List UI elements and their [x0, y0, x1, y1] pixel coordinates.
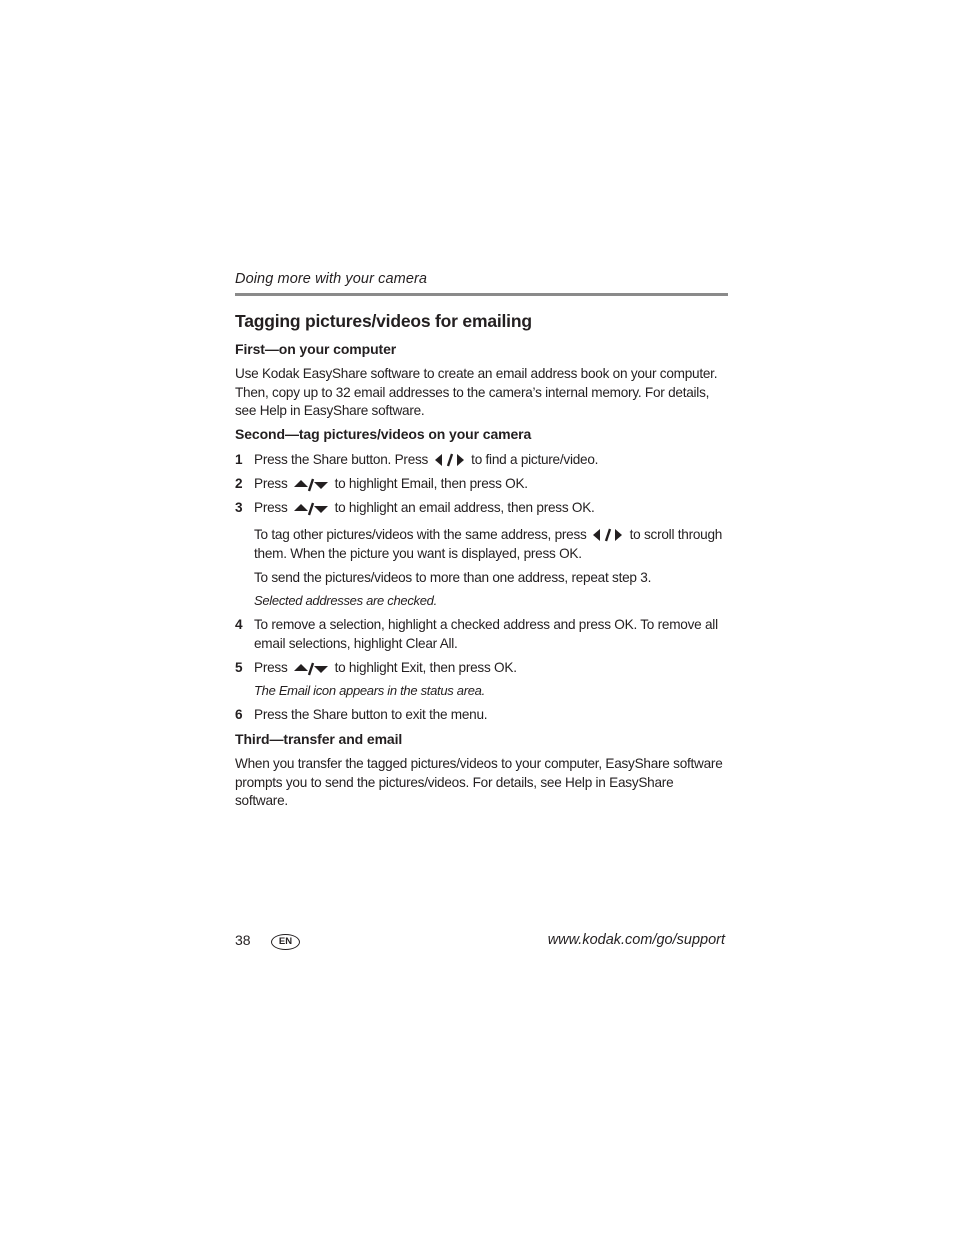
first-body: Use Kodak EasyShare software to create an email address book on your computer. Then, copy up to 32 email addresses to the camera’s internal memory. For details, see Help in EasyShare software.	[235, 366, 718, 419]
second-heading: Second—tag pictures/videos on your camera	[235, 426, 532, 442]
header-rule	[235, 293, 728, 296]
step-text: Press the Share button. Press to find a picture/video.	[254, 452, 599, 467]
step-text: Press to highlight an email address, then press OK.	[254, 500, 595, 515]
step-number: 1	[235, 452, 243, 467]
up-down-arrows-icon	[294, 476, 328, 492]
step-5-note: The Email icon appears in the status area.	[254, 683, 485, 698]
step-number: 6	[235, 707, 243, 722]
step-3-tag-other: To tag other pictures/videos with the same address, press to scroll through them. When the picture you want is displayed, press OK.	[254, 527, 723, 561]
running-head: Doing more with your camera	[235, 271, 428, 287]
third-body: When you transfer the tagged pictures/videos to your computer, EasyShare software prompts you to send the pictures/videos. For details, see Help in EasyShare software.	[235, 756, 723, 809]
left-right-arrows-icon	[435, 453, 465, 467]
step-text: To remove a selection, highlight a checked address and press OK. To remove all email selections, highlight Clear All.	[254, 617, 718, 651]
support-url[interactable]: www.kodak.com/go/support	[547, 932, 725, 948]
step-number: 3	[235, 500, 243, 515]
step-text: Press the Share button to exit the menu.	[254, 707, 488, 722]
page-number: 38	[235, 932, 251, 948]
third-heading: Third—transfer and email	[235, 731, 403, 747]
up-down-arrows-icon	[294, 660, 328, 676]
step-number: 5	[235, 660, 243, 675]
manual-page	[235, 0, 728, 1235]
step-3-note: Selected addresses are checked.	[254, 593, 437, 608]
first-heading: First—on your computer	[235, 341, 397, 357]
step-3-more-addresses: To send the pictures/videos to more than one address, repeat step 3.	[254, 570, 652, 585]
step-number: 4	[235, 617, 243, 632]
step-number: 2	[235, 476, 243, 491]
section-title: Tagging pictures/videos for emailing	[235, 311, 532, 331]
left-right-arrows-icon	[593, 528, 623, 542]
language-badge: EN	[271, 934, 300, 950]
step-text: Press to highlight Exit, then press OK.	[254, 660, 517, 675]
step-text: Press to highlight Email, then press OK.	[254, 476, 528, 491]
up-down-arrows-icon	[294, 500, 328, 516]
